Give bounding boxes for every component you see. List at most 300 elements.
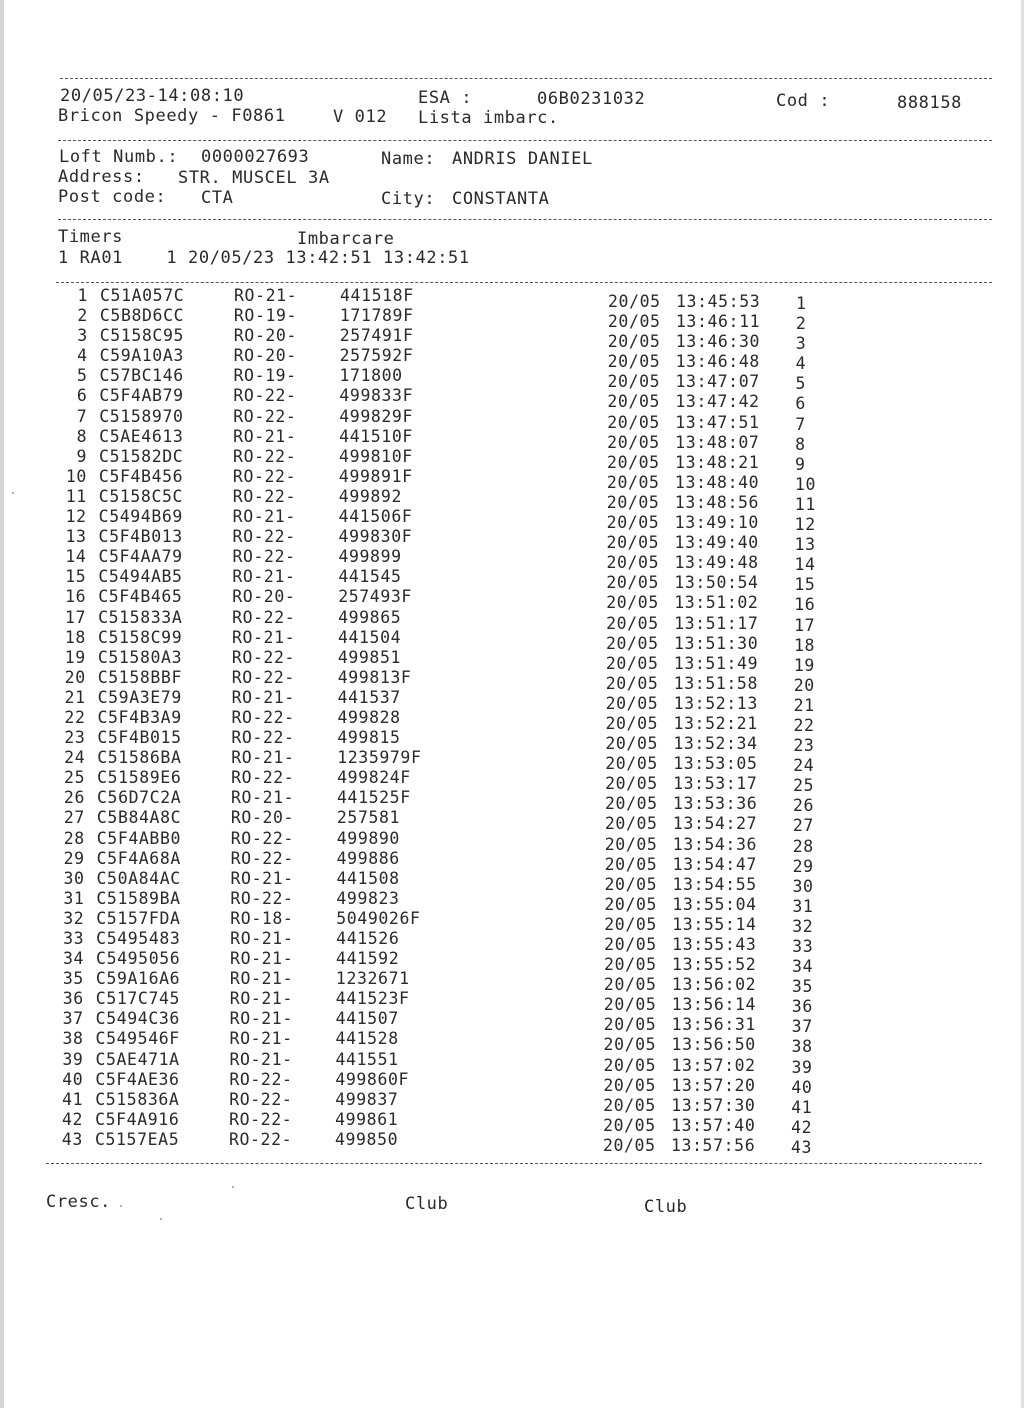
arrival-date: 20/05 [605,734,659,754]
chip-code: C5AE471A [95,1049,180,1069]
table-row [48,607,828,635]
row-number: 31 [63,888,85,908]
arrival-position: 26 [793,796,815,816]
ring-country-year: RO-21- [229,1029,293,1049]
arrival-position: 8 [795,434,806,454]
arrival-time: 13:53:17 [673,774,758,794]
arrival-date: 20/05 [604,914,657,934]
esa-value: 06B0231032 [537,89,646,109]
row-number: 9 [76,446,88,466]
arrival-date: 20/05 [608,292,661,311]
arrival-date: 20/05 [605,633,659,653]
row-number: 2 [77,306,88,326]
arrival-time: 13:57:02 [671,1055,756,1075]
version: V 012 [333,107,388,127]
row-number: 20 [64,667,86,687]
chip-code: C5157EA5 [94,1129,180,1149]
arrival-time: 13:57:56 [670,1135,756,1155]
arrival-time: 13:49:40 [674,533,759,553]
ring-number: 171800 [339,366,403,386]
chip-code: C515836A [95,1089,180,1109]
row-number: 11 [65,486,87,506]
timers-label: Timers [58,227,124,247]
arrival-position: 5 [795,374,807,394]
row-number: 39 [62,1049,84,1069]
ring-country-year: RO-22- [228,1129,293,1149]
chip-code: C59A16A6 [95,969,181,989]
ring-number: 499886 [336,848,400,868]
chip-code: C5158970 [99,406,184,426]
arrival-date: 20/05 [604,814,658,834]
row-number: 14 [65,547,87,567]
arrival-date: 20/05 [605,774,658,794]
chip-code: C51589E6 [97,768,182,788]
ring-country-year: RO-18- [230,908,294,928]
table-row [48,1049,828,1077]
ring-country-year: RO-22- [229,1109,293,1129]
ring-country-year: RO-22- [231,707,295,727]
chip-code: C5494B69 [98,507,183,527]
arrival-position: 37 [791,1017,813,1037]
ring-number: 499833F [339,386,414,406]
ring-country-year: RO-21- [232,507,296,527]
row-number: 6 [76,386,88,406]
row-number: 3 [77,326,88,346]
table-row [48,627,828,655]
arrival-position: 16 [794,595,816,615]
arrival-position: 24 [793,756,815,776]
table-row [48,286,828,313]
arrival-date: 20/05 [602,1135,656,1155]
row-number: 28 [63,828,85,848]
arrival-position: 25 [793,776,815,796]
ring-number: 499823 [336,888,400,908]
arrival-date: 20/05 [606,553,660,573]
arrival-time: 13:55:43 [672,935,757,954]
arrival-time: 13:51:49 [673,653,759,673]
arrival-position: 36 [791,997,813,1017]
arrival-date: 20/05 [603,1115,656,1135]
arrival-position: 13 [794,535,816,555]
ring-number: 499850 [334,1129,399,1149]
table-row [48,1029,828,1057]
table-row [48,748,828,776]
ring-number: 499892 [338,486,402,506]
ring-country-year: RO-22- [232,486,296,506]
arrival-time: 13:51:58 [673,673,758,693]
ring-country-year: RO-22- [232,547,296,567]
name-label: Name: [381,149,436,169]
ring-country-year: RO-20- [233,346,297,366]
chip-code: C5F4B013 [98,527,183,547]
address-value: STR. MUSCEL 3A [178,168,330,188]
arrival-date: 20/05 [606,472,660,492]
table-row [48,687,828,715]
arrival-position: 35 [791,977,813,997]
arrival-date: 20/05 [606,513,660,533]
row-number: 7 [76,406,88,426]
ring-country-year: RO-20- [233,326,297,346]
row-number: 33 [63,929,85,948]
table-row [48,406,828,434]
arrival-date: 20/05 [606,613,659,633]
table-row [48,366,828,394]
arrival-position: 32 [792,916,814,936]
table-row [48,929,828,956]
row-number: 40 [62,1069,84,1089]
ring-country-year: RO-20- [232,587,296,607]
arrival-time: 13:46:48 [675,352,760,372]
arrival-date: 20/05 [604,854,658,874]
arrival-date: 20/05 [607,312,661,332]
row-number: 25 [64,768,86,788]
arrival-time: 13:53:36 [673,794,758,814]
arrival-date: 20/05 [604,894,658,914]
chip-code: C5F4B456 [98,466,184,486]
ring-number: 441551 [335,1049,399,1069]
postcode-label: Post code: [58,187,167,207]
row-number: 21 [64,687,86,707]
row-number: 15 [65,567,87,587]
arrival-position: 30 [792,876,814,896]
row-number: 26 [63,788,85,808]
ring-country-year: RO-21- [231,788,295,808]
arrival-time: 13:55:04 [672,894,757,914]
arrival-date: 20/05 [604,935,657,954]
ring-country-year: RO-21- [229,1049,293,1069]
chip-code: C5157FDA [96,908,181,928]
arrival-date: 20/05 [606,593,659,613]
ring-number: 499891F [338,466,413,486]
arrival-date: 20/05 [606,573,659,593]
arrival-time: 13:56:50 [671,1035,756,1055]
arrival-position: 33 [792,937,814,956]
arrival-position: 42 [791,1117,813,1137]
arrival-position: 27 [792,816,814,836]
row-number: 37 [62,1009,84,1029]
ring-number: 499837 [335,1089,399,1109]
address-label: Address: [58,167,145,187]
ring-country-year: RO-22- [233,406,297,426]
chip-code: C5F4AE36 [95,1069,180,1089]
table-row [48,768,828,796]
ring-country-year: RO-21- [229,969,294,989]
row-number: 16 [65,587,87,607]
row-number: 38 [62,1029,84,1049]
chip-code: C5158C5C [98,486,184,506]
table-row [48,788,828,816]
ring-number: 441508 [336,868,400,888]
row-number: 17 [65,607,87,627]
timer-line: 1 RA01 1 20/05/23 13:42:51 13:42:51 [58,248,470,268]
company-name: Bricon Speedy - F0861 [58,106,286,126]
ring-number: 257493F [338,587,412,607]
table-row [48,888,828,916]
arrival-time: 13:57:40 [671,1115,756,1135]
chip-code: C57BC146 [99,366,184,386]
arrival-position: 34 [792,957,814,977]
ring-country-year: RO-21- [230,929,294,948]
arrival-time: 13:54:47 [672,854,757,874]
row-number: 32 [63,908,85,928]
chip-code: C5F4B015 [97,728,182,748]
table-row [48,908,828,936]
arrival-position: 15 [794,575,816,595]
ring-number: 499865 [338,607,402,627]
ring-number: 441504 [337,627,402,647]
separator-top [60,78,992,79]
table-row [48,728,828,756]
ring-number: 441537 [337,687,401,707]
ring-number: 499810F [339,446,413,466]
arrival-time: 13:47:51 [675,412,760,432]
ring-country-year: RO-22- [230,848,294,868]
arrival-position: 22 [793,715,815,735]
chip-code: C517C745 [95,989,181,1009]
arrival-position: 3 [795,334,807,354]
scan-speck [160,1218,162,1220]
city-value: CONSTANTA [452,189,550,209]
arrival-time: 13:51:17 [674,613,759,633]
table-row [48,306,828,334]
chip-code: C5B84A8C [96,808,182,828]
page-edge [0,0,4,1408]
arrival-time: 13:56:14 [671,995,757,1015]
arrival-position: 9 [795,454,806,474]
arrival-time: 13:51:02 [674,593,759,613]
table-row [48,1069,828,1097]
ring-number: 441526 [336,929,400,948]
arrival-date: 20/05 [603,1055,657,1075]
scan-speck [120,1205,122,1207]
table-row [48,949,828,977]
ring-country-year: RO-19- [233,366,297,386]
club-label: Club [644,1197,688,1217]
loft-number: 0000027693 [201,147,310,167]
ring-country-year: RO-22- [233,446,297,466]
ring-number: 5049026F [336,908,421,928]
arrival-time: 13:53:05 [673,754,758,774]
row-number: 24 [64,748,86,768]
arrival-position: 23 [793,736,815,756]
arrival-date: 20/05 [607,392,661,412]
row-number: 4 [77,346,88,366]
table-row [48,647,828,675]
arrival-time: 13:48:21 [675,452,760,472]
ring-number: 441528 [335,1029,399,1049]
arrival-date: 20/05 [605,754,658,774]
list-title: Lista imbarc. [418,108,559,128]
table-row [48,527,828,555]
ring-country-year: RO-22- [230,828,294,848]
chip-code: C5494C36 [95,1009,180,1029]
arrival-date: 20/05 [603,995,657,1015]
arrival-time: 13:48:07 [675,432,760,452]
ring-country-year: RO-22- [229,1069,293,1089]
chip-code: C5F4B465 [98,587,183,607]
row-number: 36 [62,989,84,1009]
arrival-position: 10 [794,474,816,494]
scan-speck [12,492,14,494]
row-number: 42 [62,1109,84,1129]
row-number: 13 [65,527,87,547]
ring-country-year: RO-21- [234,286,298,305]
arrival-position: 12 [794,515,816,535]
ring-country-year: RO-22- [232,466,297,486]
arrival-position: 39 [791,1057,813,1077]
table-row [48,848,828,876]
city-label: City: [381,189,436,209]
chip-code: C5AE4613 [99,426,184,446]
club-label: Club [405,1194,449,1214]
ring-country-year: RO-21- [230,949,294,969]
ring-country-year: RO-21- [232,567,296,587]
table-row [48,547,828,575]
chip-code: C50A84AC [96,868,181,888]
arrival-position: 43 [790,1137,813,1157]
arrival-time: 13:46:11 [675,312,761,332]
chip-code: C5158C95 [99,326,185,346]
separator-loft [58,219,992,220]
ring-number: 499830F [338,527,413,547]
table-row [48,466,828,494]
row-number: 34 [62,949,85,969]
ring-number: 499851 [337,647,402,667]
arrival-date: 20/05 [604,874,658,894]
row-number: 5 [76,366,88,386]
arrival-time: 13:56:02 [671,975,757,995]
arrival-time: 13:48:40 [674,472,760,492]
ring-number: 441510F [339,426,413,446]
ring-number: 499890 [336,828,400,848]
arrival-time: 13:49:10 [674,513,759,533]
chip-code: C56D7C2A [97,788,182,808]
arrival-time: 13:57:30 [671,1095,756,1115]
row-number: 10 [65,466,87,486]
ring-number: 1235979F [337,748,422,768]
name-value: ANDRIS DANIEL [452,149,593,169]
table-row [48,386,828,414]
ring-country-year: RO-22- [231,647,296,667]
table-row [48,446,828,474]
chip-code: C5158BBF [97,667,182,687]
arrival-time: 13:55:52 [672,955,757,975]
postcode-value: CTA [201,188,234,208]
chip-code: C5F4AA79 [98,547,183,567]
imbarcare-label: Imbarcare [297,229,395,249]
chip-code: C5F4A68A [96,848,181,868]
ring-number: 499824F [337,768,411,788]
arrival-date: 20/05 [604,955,657,975]
ring-country-year: RO-22- [232,527,296,547]
table-row [48,426,828,454]
chip-code: C51589BA [96,888,181,908]
arrival-time: 13:54:55 [672,874,757,894]
chip-code: C5F4B3A9 [97,707,182,727]
row-number: 18 [64,627,86,647]
arrival-date: 20/05 [603,1035,657,1055]
ring-number: 441523F [335,989,410,1009]
row-number: 22 [64,707,86,727]
arrival-time: 13:56:31 [671,1015,756,1035]
row-number: 35 [62,969,84,989]
chip-code: C515833A [98,607,183,627]
scan-speck [232,1186,234,1188]
table-row [48,707,828,735]
row-number: 43 [61,1129,83,1149]
ring-number: 499829F [339,406,414,426]
chip-code: C5494AB5 [98,567,183,587]
separator-timers [56,282,992,283]
pigeon-list [48,286,828,1157]
ring-country-year: RO-21- [231,687,295,707]
arrival-time: 13:50:54 [674,573,759,593]
table-row [48,326,828,354]
row-number: 12 [65,507,87,527]
arrival-time: 13:47:07 [675,372,760,392]
loft-label: Loft Numb.: [59,147,179,167]
arrival-time: 13:57:20 [671,1075,756,1095]
table-row [48,667,828,695]
ring-country-year: RO-20- [230,808,295,828]
row-number: 41 [62,1089,84,1109]
arrival-position: 31 [792,896,814,916]
arrival-position: 7 [795,414,806,434]
chip-code: C5495056 [96,949,181,969]
arrival-date: 20/05 [606,492,660,512]
chip-code: C5F4AB79 [99,386,184,406]
ring-country-year: RO-21- [231,748,295,768]
table-row [48,828,828,856]
separator-bottom [46,1163,982,1164]
arrival-date: 20/05 [606,533,660,553]
arrival-time: 13:51:30 [673,633,759,653]
arrival-time: 13:52:13 [673,693,758,713]
ring-country-year: RO-22- [233,386,297,406]
row-number: 27 [63,808,85,828]
report-datetime: 20/05/23-14:08:10 [60,86,245,106]
arrival-date: 20/05 [605,713,659,733]
arrival-time: 13:49:48 [674,553,759,573]
ring-number: 441518F [340,286,414,305]
arrival-date: 20/05 [603,1095,656,1115]
arrival-position: 38 [791,1037,813,1057]
ring-number: 499860F [335,1069,410,1089]
arrival-position: 11 [794,494,816,514]
table-row [48,587,828,615]
ring-number: 1232671 [335,969,410,989]
chip-code: C5158C99 [97,627,183,647]
ring-country-year: RO-21- [230,868,294,888]
ring-number: 441507 [335,1009,399,1029]
arrival-position: 17 [794,615,816,635]
arrival-position: 2 [795,314,807,334]
cod-value: 888158 [897,93,963,113]
ring-number: 499813F [337,667,412,687]
row-number: 1 [77,286,88,305]
arrival-date: 20/05 [607,352,661,372]
arrival-position: 28 [792,836,814,856]
ring-country-year: RO-21- [233,426,297,446]
arrival-date: 20/05 [607,432,660,452]
ring-country-year: RO-21- [229,1009,293,1029]
ring-country-year: RO-22- [230,888,294,908]
table-row [48,1109,828,1137]
arrival-date: 20/05 [607,452,660,472]
arrival-time: 13:45:53 [676,292,761,311]
ring-number: 441545 [338,567,402,587]
arrival-time: 13:52:21 [673,713,758,733]
